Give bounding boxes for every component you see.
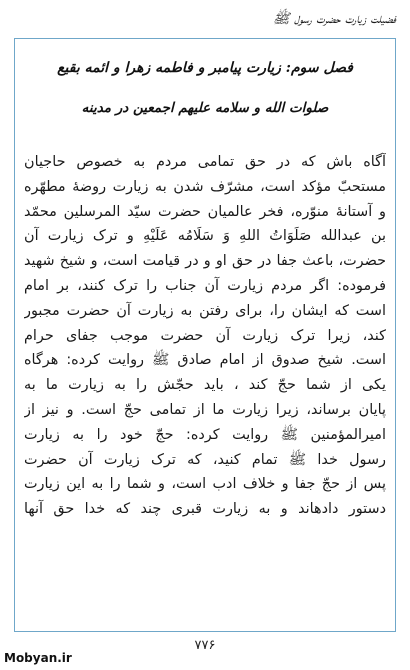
body-line: کند، زیرا ترک زیارت آن حضرت موجب جفای حرام [24, 327, 386, 344]
body-line: پایان برساند، زیرا زیارت ما از تمامی حجّ است. و نیز از [24, 401, 386, 418]
body-line: دستور دادهاند و به زیارت قبری چند که خدا حق آنها [24, 501, 386, 518]
body-line: آگاه باش که در حق تمامی مردم به خصوص حاجیان [24, 154, 386, 170]
body-line: پس از حجّ جفا و خلاف ادب است، و شما را به این زیارت [24, 476, 386, 493]
body-line: حضرت، باعث جفا در حق او و در قیامت است، و شیخ شهید [24, 253, 386, 270]
body-line: و آستانهٔ منوّره، فخر عالمیان حضرت سیّد المرسلین محمّد [24, 203, 386, 220]
page-number: ۷۷۶ [194, 638, 216, 653]
body-line: رسول خدا ﷺ تمام کنید، که ترک زیارت آن حضرت [24, 451, 386, 468]
running-header: فضیلت زیارت حضرت رسول ﷺ [272, 11, 396, 27]
body-line: یکی از شما حجّ کند ، باید حجّش را به زیارت ما به [24, 377, 386, 394]
body-text [24, 150, 386, 522]
body-line: بن عبدالله صَلَوَاتُ اللهِ وَ سَلَامُه عَلَیْهِ و ترک زیارت آن [24, 228, 386, 245]
body-line: فرموده: اگر مردم زیارت آن جناب را ترک کنند، بر امام [24, 277, 386, 294]
section-subtitle: صلوات الله و سلامه علیهم اجمعین در مدینه [81, 100, 329, 116]
section-title: فصل سوم: زیارت پیامبر و فاطمه زهرا و ائمه بقیع [57, 60, 353, 76]
site-watermark: Mobyan.ir [4, 651, 72, 665]
body-line: است که ایشان را، برای رفتن به زیارت آن حضرت مجبور [24, 302, 386, 319]
body-line: مستحبّ مؤکد است، مشرّف شدن به زیارت روضهٔ مطهّره [24, 178, 386, 195]
body-line: است. شیخ صدوق از امام صادق ﷺ روایت کرده: هرگاه [24, 352, 386, 369]
body-line: امیرالمؤمنین ﷺ روایت کرده: حجّ خود را به زیارت [24, 426, 386, 443]
